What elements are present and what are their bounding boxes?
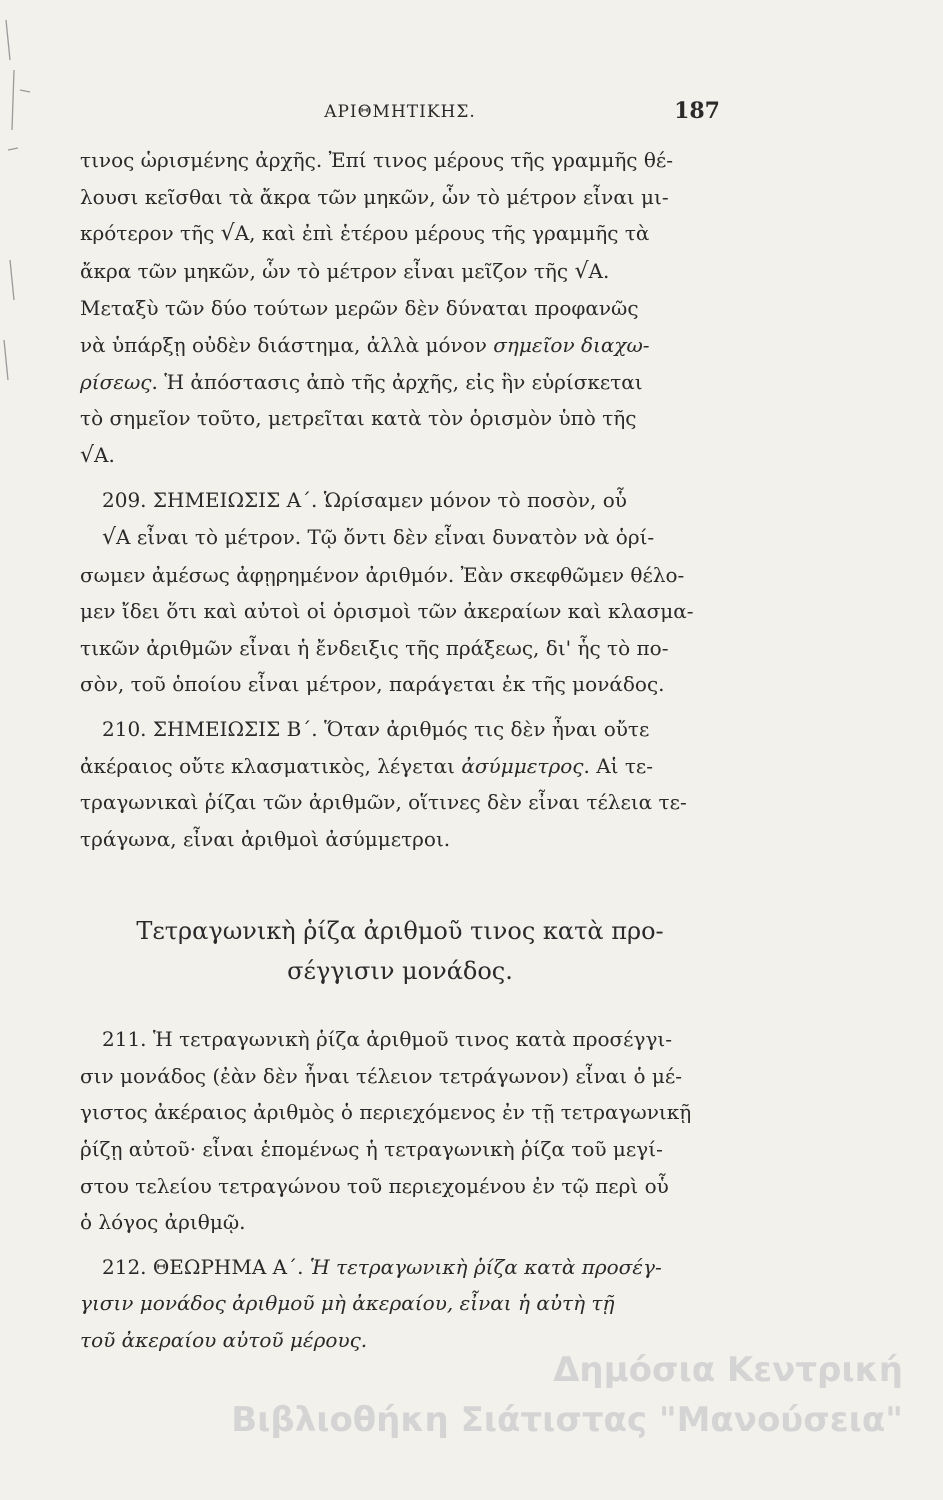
text-line: Α, καὶ ἐπὶ ἑτέρου μέρους τῆς γραμμῆς τὰ <box>234 221 650 246</box>
library-watermark <box>203 1345 903 1445</box>
square-root-symbol: √ <box>102 524 117 550</box>
text-line: κρότερον τῆς <box>80 221 221 246</box>
italic-term: ρίσεως <box>80 369 152 394</box>
text-line: σιν μονάδος (ἐὰν δὲν ἦναι τέλειον τετράγωνον) εἶναι ὁ μέ- <box>80 1063 683 1088</box>
italic-theorem: τοῦ ἀκεραίου αὐτοῦ μέρους. <box>80 1328 368 1353</box>
text-line: νὰ ὑπάρξῃ οὐδὲν διάστημα, ἀλλὰ μόνον <box>80 332 494 357</box>
heading-line: σέγγισιν μονάδος. <box>287 957 513 986</box>
text-line: μεν ἴδει ὅτι καὶ αὐτοὶ οἱ ὁρισμοὶ τῶν ἀκεραίων καὶ κλασμα- <box>80 599 694 624</box>
text-line: λουσι κεῖσθαι τὰ ἄκρα τῶν μηκῶν, ὧν τὸ μέτρον εἶναι μι- <box>80 184 669 209</box>
italic-theorem: γισιν μονάδος ἀριθμοῦ μὴ ἀκεραίου, εἶναι ἡ αὐτὴ τῇ <box>80 1291 615 1316</box>
text-line: ῥίζῃ αὐτοῦ· εἶναι ἑπομένως ἡ τετραγωνικὴ ῥίζα τοῦ μεγί- <box>80 1137 663 1162</box>
section-heading <box>80 911 720 991</box>
square-root-symbol: √ <box>220 221 235 247</box>
text-line: σὸν, τοῦ ὁποίου εἶναι μέτρον, παράγεται ἐκ τῆς μονάδος. <box>80 672 665 697</box>
paragraph-continuation <box>80 142 720 474</box>
square-root-symbol: √ <box>574 258 589 284</box>
paragraph-212 <box>80 1249 720 1359</box>
paragraph-210 <box>80 711 720 857</box>
italic-term: σημεῖον διαχω- <box>493 332 650 357</box>
watermark-line: Δημόσια Κεντρική <box>553 1350 903 1390</box>
text-line: . Ἡ ἀπόστασις ἀπὸ τῆς ἀρχῆς, εἰς ἣν εὑρίσκεται <box>151 369 643 394</box>
text-line: σωμεν ἀμέσως ἀφῃρημένον ἀριθμόν. Ἐὰν σκεφθῶμεν θέλο- <box>80 562 685 587</box>
paragraph-209 <box>80 482 720 703</box>
text-line: τικῶν ἀριθμῶν εἶναι ἡ ἔνδειξις τῆς πράξεως, δι' ἧς τὸ πο- <box>80 635 669 660</box>
margin-pencil-marks <box>0 0 40 420</box>
watermark-line: Βιβλιοθήκη Σιάτιστας "Μανούσεια" <box>231 1400 903 1440</box>
italic-term: ἀσύμμετρος <box>461 753 584 778</box>
text-line: 210. ΣΗΜΕΙΩΣΙΣ Β΄. Ὅταν ἀριθμός τις δὲν ἦναι οὔτε <box>102 716 650 741</box>
text-line: . Αἱ τε- <box>583 753 654 778</box>
text-line: Α. <box>588 258 610 283</box>
text-line: ἀκέραιος οὔτε κλασματικὸς, λέγεται <box>80 753 462 778</box>
paragraph-211 <box>80 1021 720 1241</box>
text-line: 209. ΣΗΜΕΙΩΣΙΣ Α΄. Ὡρίσαμεν μόνον τὸ ποσὸν, οὗ <box>102 488 627 513</box>
text-line: τὸ σημεῖον τοῦτο, μετρεῖται κατὰ τὸν ὁρισμὸν ὑπὸ τῆς <box>80 406 637 431</box>
text-line: Μεταξὺ τῶν δύο τούτων μερῶν δὲν δύναται προφανῶς <box>80 296 639 321</box>
page-number: 187 <box>674 98 720 124</box>
text-line: 211. Ἡ τετραγωνικὴ ῥίζα ἀριθμοῦ τινος κατὰ προσέγγι- <box>102 1027 673 1052</box>
text-line: στου τελείου τετραγώνου τοῦ περιεχομένου ἐν τῷ περὶ οὗ <box>80 1173 669 1198</box>
text-line: 212. ΘΕΩΡΗΜΑ Α΄. <box>102 1254 310 1279</box>
text-line: Α. <box>94 442 115 467</box>
text-line: τράγωνα, εἶναι ἀριθμοὶ ἀσύμμετροι. <box>80 826 451 851</box>
text-line: ἄκρα τῶν μηκῶν, ὧν τὸ μέτρον εἶναι μεῖζον τῆς <box>80 258 575 283</box>
square-root-symbol: √ <box>80 442 95 468</box>
heading-line: Τετραγωνικὴ ῥίζα ἀριθμοῦ τινος κατὰ προ- <box>136 917 664 946</box>
running-header <box>80 98 720 128</box>
header-title: ΑΡΙΘΜΗΤΙΚΗΣ. <box>324 102 476 122</box>
text-line: γιστος ἀκέραιος ἀριθμὸς ὁ περιεχόμενος ἐν τῇ τετραγωνικῇ <box>80 1100 692 1125</box>
italic-theorem: Ἡ τετραγωνικὴ ῥίζα κατὰ προσέγ- <box>309 1254 662 1279</box>
text-line: Α εἶναι τὸ μέτρον. Τῷ ὄντι δὲν εἶναι δυνατὸν νὰ ὁρί- <box>116 524 655 549</box>
text-line: ὁ λόγος ἀριθμῷ. <box>80 1210 246 1235</box>
text-line: τινος ὡρισμένης ἀρχῆς. Ἐπί τινος μέρους τῆς γραμμῆς θέ- <box>80 148 674 172</box>
text-line: τραγωνικαὶ ῥίζαι τῶν ἀριθμῶν, οἵτινες δὲν εἶναι τέλεια τε- <box>80 790 687 815</box>
body-text <box>80 142 720 1359</box>
